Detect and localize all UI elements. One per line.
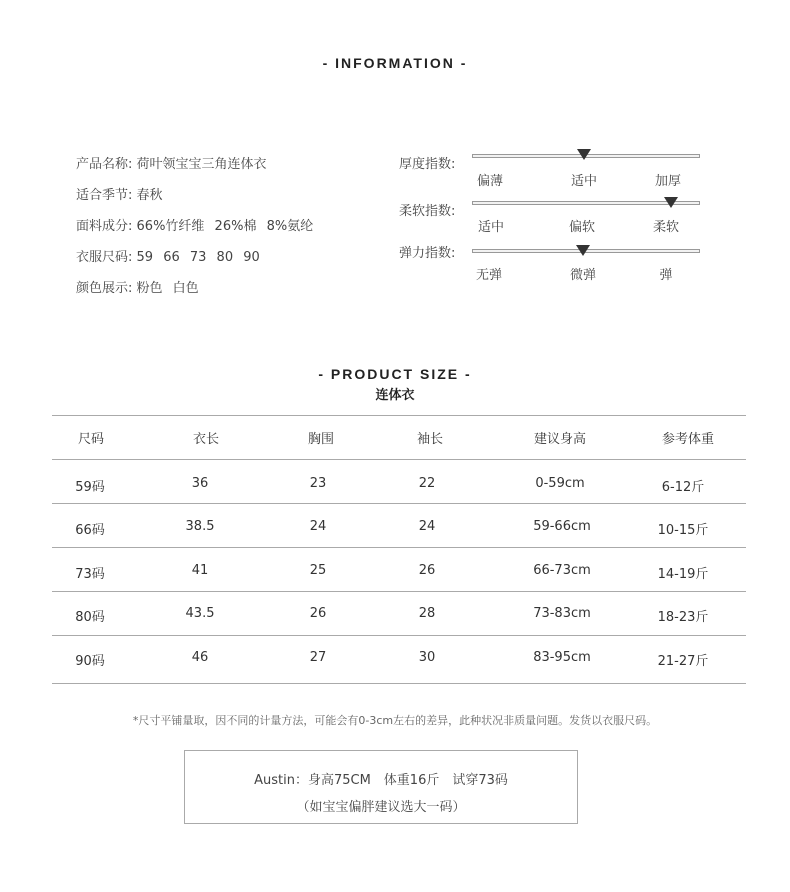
- softness-tick-high: 柔软: [652, 220, 680, 235]
- cell-height: 0-59cm: [535, 476, 585, 491]
- information-title: - INFORMATION -: [322, 55, 468, 71]
- cell-height: 66-73cm: [533, 563, 591, 578]
- elasticity-scale-label: 弹力指数:: [399, 246, 456, 261]
- cell-length: 38.5: [185, 519, 215, 534]
- cell-chest: 24: [309, 519, 327, 534]
- info-row-colors: [76, 277, 199, 296]
- info-value: 59 66 73 80 90: [136, 250, 260, 265]
- cell-chest: 23: [309, 476, 327, 491]
- model-advice-line: （如宝宝偏胖建议选大一码）: [296, 800, 466, 815]
- info-row-fabric: [76, 215, 313, 234]
- cell-height: 83-95cm: [533, 650, 591, 665]
- elasticity-tick-high: 弹: [659, 268, 673, 283]
- model-info-box: [184, 750, 578, 824]
- cell-chest: 25: [309, 563, 327, 578]
- info-value: 66%竹纤维 26%棉 8%氨纶: [136, 219, 314, 234]
- info-label: 产品名称:: [76, 157, 133, 172]
- info-value: 粉色 白色: [136, 281, 199, 296]
- table-divider: [52, 459, 746, 460]
- header-weight: 参考体重: [661, 432, 715, 447]
- info-label: 颜色展示:: [76, 281, 133, 296]
- thickness-marker-icon: [577, 149, 591, 160]
- cell-chest: 27: [309, 650, 327, 665]
- cell-weight: 21-27斤: [657, 654, 709, 669]
- info-row-sizes: [76, 246, 260, 265]
- header-sleeve: 袖长: [416, 432, 444, 447]
- cell-sleeve: 24: [418, 519, 436, 534]
- cell-chest: 26: [309, 606, 327, 621]
- product-size-subtitle: 连体衣: [375, 387, 415, 402]
- thickness-tick-low: 偏薄: [476, 174, 504, 189]
- softness-tick-mid: 偏软: [568, 220, 596, 235]
- cell-size: 73码: [75, 567, 105, 582]
- info-label: 适合季节:: [76, 188, 133, 203]
- cell-length: 43.5: [185, 606, 215, 621]
- table-divider: [52, 547, 746, 548]
- table-divider: [52, 591, 746, 592]
- cell-sleeve: 22: [418, 476, 436, 491]
- product-size-title: - PRODUCT SIZE -: [318, 366, 472, 382]
- thickness-tick-mid: 适中: [570, 174, 598, 189]
- header-size: 尺码: [77, 432, 105, 447]
- softness-tick-low: 适中: [477, 220, 505, 235]
- table-border-bottom: [52, 683, 746, 684]
- info-row-season: [76, 184, 163, 203]
- info-label: 衣服尺码:: [76, 250, 133, 265]
- softness-marker-icon: [664, 197, 678, 208]
- info-row-product-name: [76, 153, 267, 172]
- table-divider: [52, 635, 746, 636]
- elasticity-tick-low: 无弹: [475, 268, 503, 283]
- cell-size: 59码: [75, 480, 105, 495]
- cell-height: 59-66cm: [533, 519, 591, 534]
- measurement-note: *尺寸平铺量取，因不同的计量方法，可能会有0-3cm左右的差异，此种状况非质量问题。发货以衣服尺码。: [132, 714, 658, 727]
- header-height: 建议身高: [533, 432, 587, 447]
- cell-length: 41: [191, 563, 209, 578]
- cell-size: 80码: [75, 610, 105, 625]
- cell-sleeve: 30: [418, 650, 436, 665]
- cell-weight: 14-19斤: [657, 567, 709, 582]
- cell-sleeve: 28: [418, 606, 436, 621]
- cell-length: 36: [191, 476, 209, 491]
- cell-weight: 18-23斤: [657, 610, 709, 625]
- table-border-top: [52, 415, 746, 416]
- cell-length: 46: [191, 650, 209, 665]
- elasticity-marker-icon: [576, 245, 590, 256]
- model-info-line: Austin：身高75CM 体重16斤 试穿73码: [254, 773, 508, 788]
- cell-size: 90码: [75, 654, 105, 669]
- thickness-scale-label: 厚度指数:: [399, 157, 456, 172]
- elasticity-tick-mid: 微弹: [569, 268, 597, 283]
- cell-size: 66码: [75, 523, 105, 538]
- cell-sleeve: 26: [418, 563, 436, 578]
- table-divider: [52, 503, 746, 504]
- cell-weight: 6-12斤: [661, 480, 705, 495]
- header-chest: 胸围: [307, 432, 335, 447]
- thickness-tick-high: 加厚: [654, 174, 682, 189]
- info-label: 面料成分:: [76, 219, 133, 234]
- header-length: 衣长: [192, 432, 220, 447]
- info-value: 春秋: [136, 188, 163, 203]
- cell-height: 73-83cm: [533, 606, 591, 621]
- info-value: 荷叶领宝宝三角连体衣: [136, 157, 267, 172]
- softness-scale-label: 柔软指数:: [399, 204, 456, 219]
- cell-weight: 10-15斤: [657, 523, 709, 538]
